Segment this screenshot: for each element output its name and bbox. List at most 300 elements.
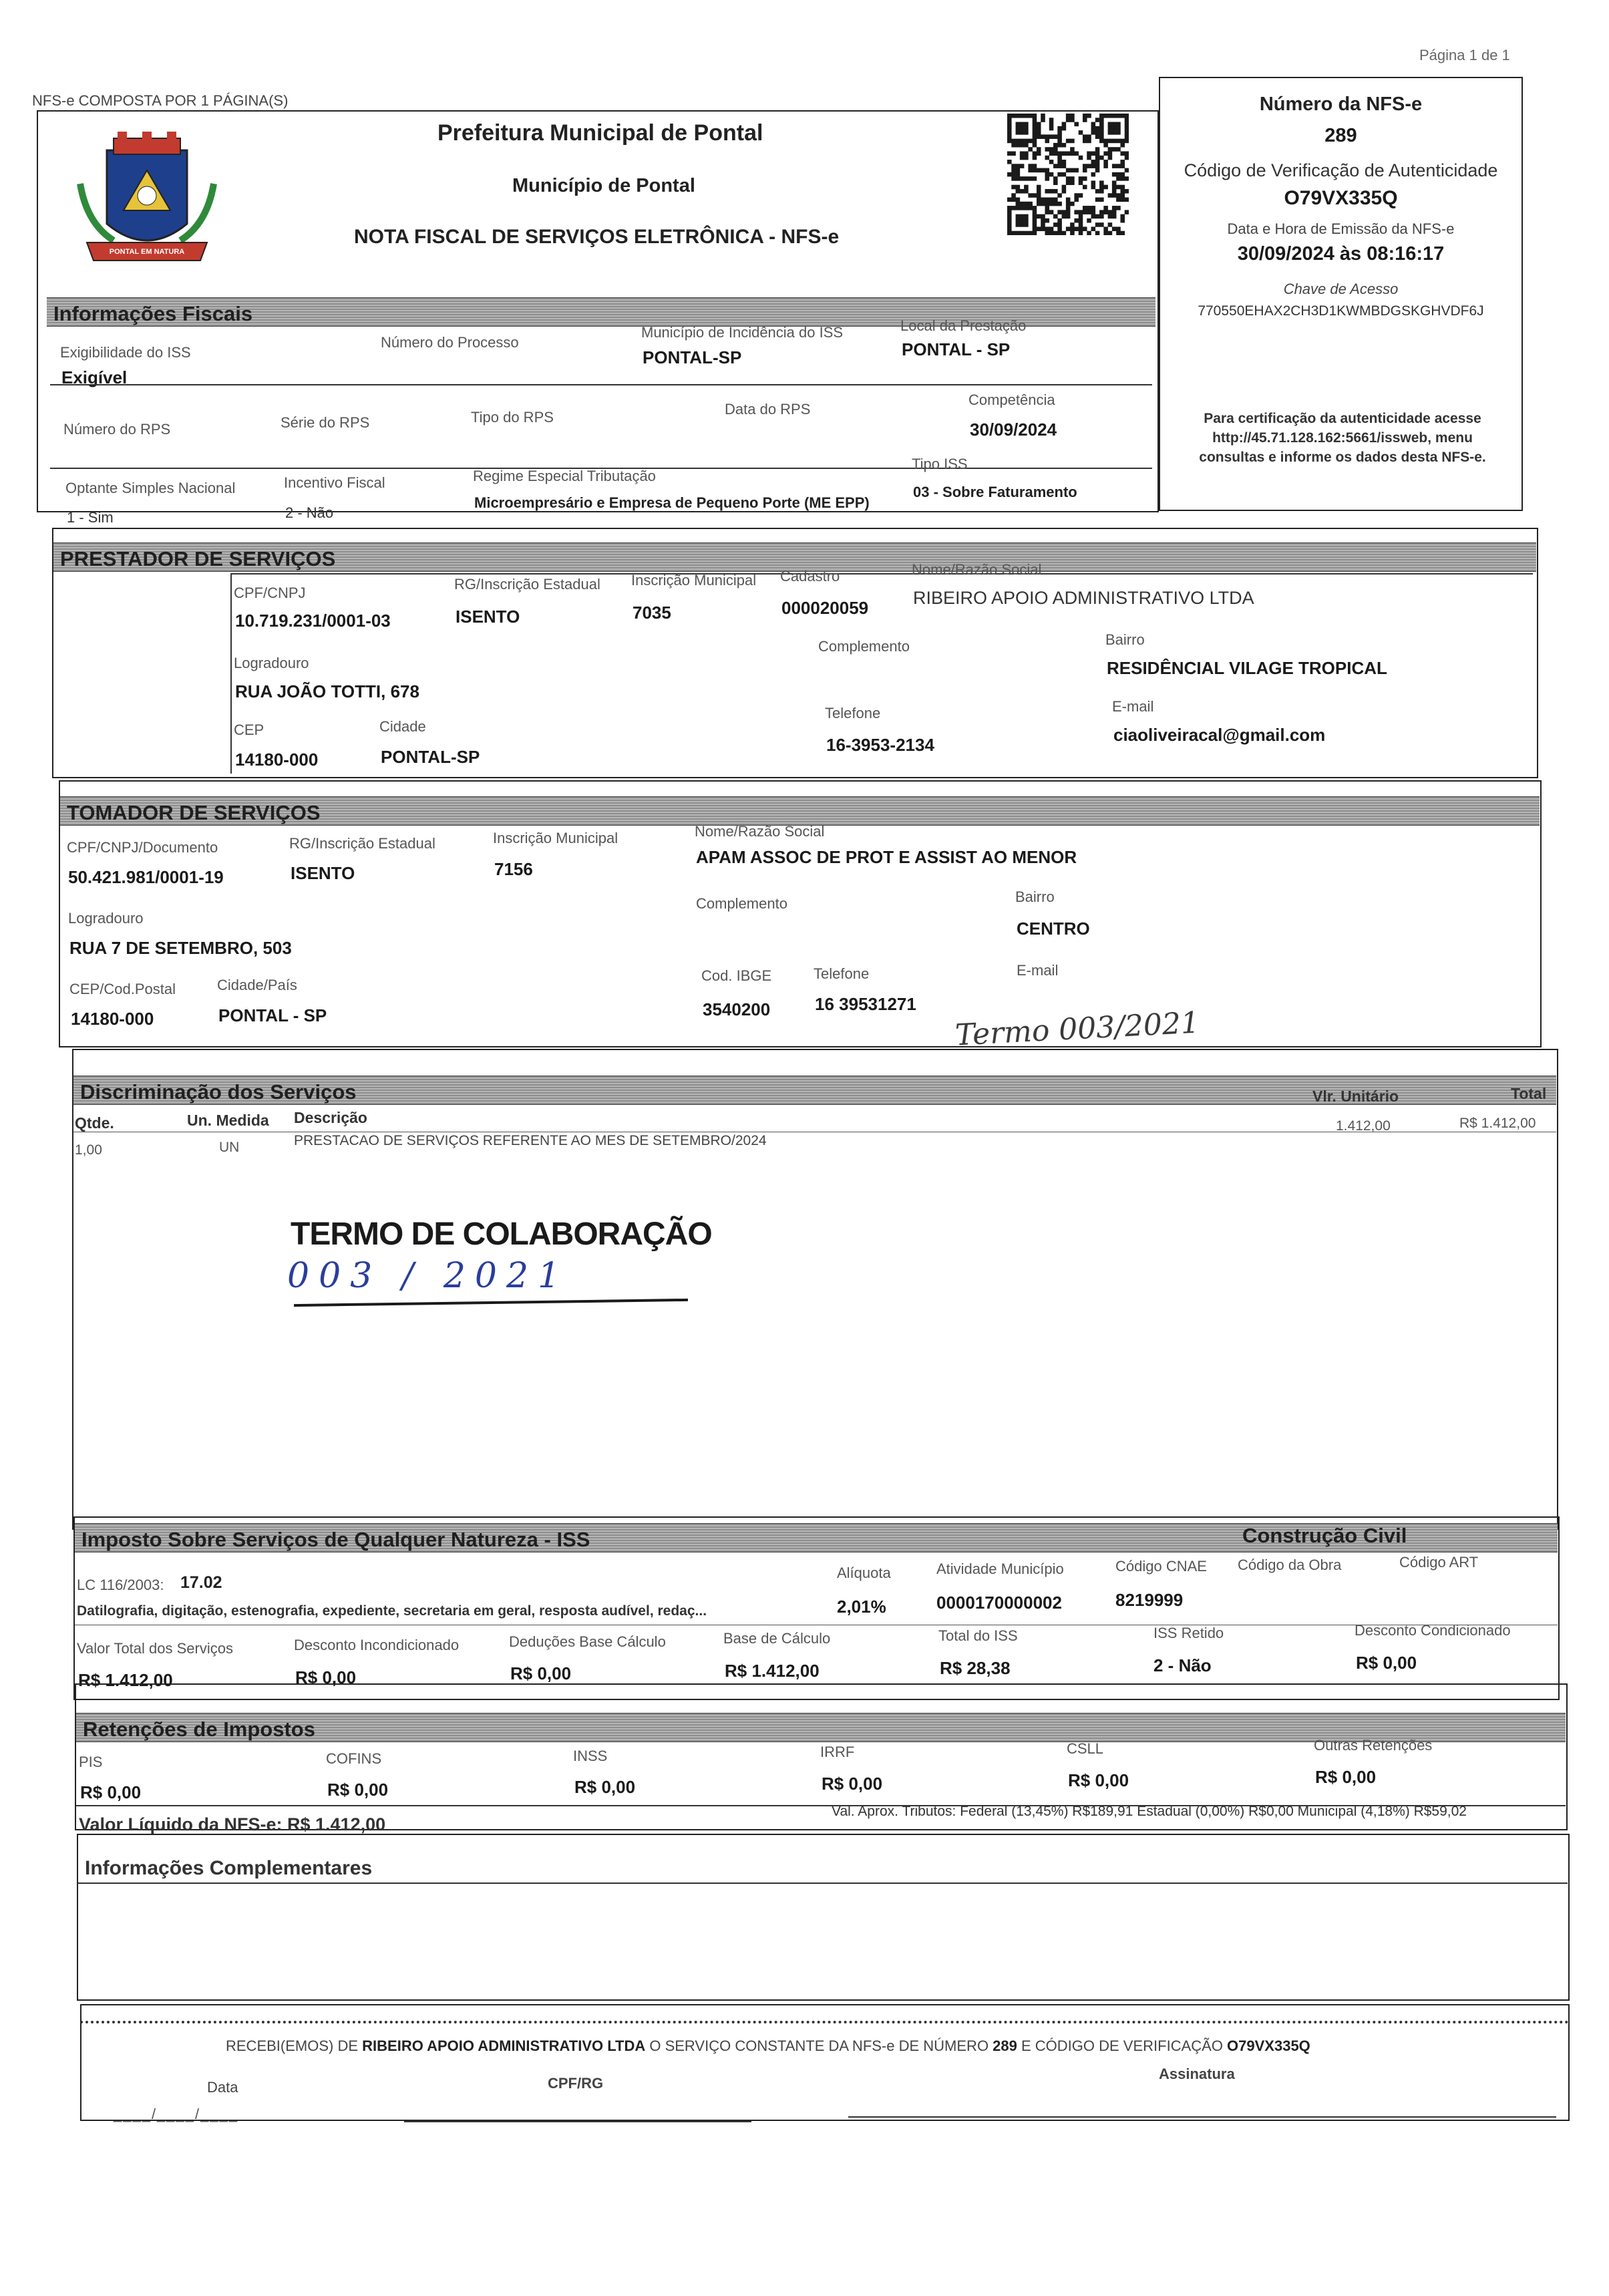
qr-module	[1007, 130, 1012, 135]
qr-module	[1016, 164, 1021, 168]
tomador-rg-value: ISENTO	[291, 863, 355, 883]
qr-module	[1066, 206, 1071, 210]
qr-module	[1024, 130, 1029, 135]
qr-module	[1016, 168, 1021, 173]
qr-module	[1049, 118, 1054, 122]
qr-module	[1045, 134, 1049, 139]
desc-incond-value: R$ 0,00	[295, 1667, 357, 1687]
tomador-rg-label: RG/Inscrição Estadual	[289, 835, 435, 852]
incentivo-label: Incentivo Fiscal	[284, 474, 385, 491]
iss-retido-value: 2 - Não	[1153, 1655, 1212, 1675]
retencoes-title: Retenções de Impostos	[83, 1717, 315, 1741]
qr-module	[1045, 202, 1049, 206]
qr-module	[1024, 122, 1029, 127]
incidencia-label: Município de Incidência do ISS	[641, 324, 844, 341]
qr-module	[1016, 176, 1021, 181]
pis-value: R$ 0,00	[80, 1782, 142, 1802]
recibo-data-field[interactable]: ____/____/____	[114, 2106, 239, 2122]
qr-module	[1028, 176, 1033, 181]
qr-module	[1037, 185, 1041, 190]
qr-module	[1066, 139, 1071, 144]
qr-module	[1024, 218, 1029, 223]
qr-module	[1095, 134, 1100, 139]
qr-module	[1024, 206, 1029, 210]
recibo-text-2: O SERVIÇO CONSTANTE DA NFS-e DE NÚMERO	[645, 2037, 993, 2054]
qr-module	[1103, 160, 1108, 164]
qr-module	[1007, 218, 1012, 223]
qr-module	[1099, 134, 1104, 139]
incentivo-value: 2 - Não	[285, 504, 334, 521]
qr-module	[1016, 218, 1021, 223]
prestador-title: PRESTADOR DE SERVIÇOS	[60, 547, 336, 570]
qr-module	[1024, 143, 1029, 148]
qr-module	[1049, 160, 1054, 164]
complementares-divider	[78, 1882, 1568, 1884]
qr-module	[1083, 176, 1087, 181]
qr-module	[1066, 176, 1071, 181]
qr-module	[1112, 189, 1117, 194]
qr-module	[1120, 193, 1125, 198]
qr-module	[1057, 143, 1062, 148]
qr-module	[1087, 151, 1091, 156]
cofins-value: R$ 0,00	[327, 1780, 389, 1800]
qr-module	[1095, 151, 1100, 156]
qr-module	[1016, 172, 1021, 177]
qr-module	[1053, 214, 1058, 219]
qr-module	[1045, 147, 1049, 152]
qr-module	[1049, 226, 1054, 231]
qr-module	[1116, 126, 1121, 131]
tomador-cep-value: 14180-000	[71, 1009, 154, 1029]
composta-label: NFS-e COMPOSTA POR 1 PÁGINA(S)	[32, 92, 289, 109]
qr-module	[1074, 218, 1079, 223]
tomador-bairro-value: CENTRO	[1017, 919, 1090, 939]
qr-module	[1066, 214, 1071, 219]
qr-module	[1062, 214, 1067, 219]
qr-module	[1033, 214, 1037, 219]
qr-module	[1011, 198, 1016, 202]
qr-module	[1070, 202, 1075, 206]
qr-module	[1011, 164, 1016, 168]
qr-module	[1083, 164, 1087, 168]
qr-module	[1066, 210, 1071, 214]
servicos-col-qtde: Qtde.	[75, 1114, 114, 1132]
qr-module	[1112, 226, 1117, 231]
qr-module	[1033, 193, 1037, 198]
numero-label: Número da NFS-e	[1259, 94, 1423, 115]
qr-module	[1033, 126, 1037, 131]
fiscais-divider-1	[50, 384, 1152, 385]
qr-module	[1091, 206, 1096, 210]
prestador-cidade-label: Cidade	[379, 718, 426, 735]
qr-module	[1033, 218, 1037, 223]
qr-module	[1125, 156, 1129, 160]
qr-module	[1007, 134, 1012, 139]
qr-module	[1103, 185, 1108, 190]
qr-module	[1125, 176, 1129, 181]
qr-module	[1045, 231, 1049, 235]
qr-module	[1057, 202, 1062, 206]
qr-module	[1020, 114, 1025, 118]
qr-module	[1037, 226, 1041, 231]
qr-module	[1037, 134, 1041, 139]
qr-module	[1033, 156, 1037, 160]
total-servicos-label: Valor Total dos Serviços	[77, 1640, 233, 1657]
qr-module	[1112, 193, 1117, 198]
inss-label: INSS	[573, 1748, 608, 1764]
qr-module	[1062, 172, 1067, 177]
qr-module	[1011, 114, 1016, 118]
qr-module	[1083, 210, 1087, 214]
qr-module	[1108, 231, 1113, 235]
qr-module	[1095, 222, 1100, 227]
qr-module	[1037, 168, 1041, 173]
atividade-desc: Datilografia, digitação, estenografia, expediente, secretaria em geral, resposta audível, redaç...	[77, 1603, 707, 1619]
qr-module	[1024, 156, 1029, 160]
iss-band	[75, 1523, 1558, 1552]
qr-module	[1007, 139, 1012, 144]
qr-module	[1007, 122, 1012, 127]
chave-value: 770550EHAX2CH3D1KWMBDGSKGHVDF6J	[1198, 303, 1484, 319]
qr-module	[1125, 210, 1129, 214]
qr-module	[1103, 206, 1108, 210]
qr-module	[1070, 118, 1075, 122]
desc-cond-label: Desconto Condicionado	[1355, 1622, 1511, 1639]
document-title: NOTA FISCAL DE SERVIÇOS ELETRÔNICA - NFS-e	[354, 226, 840, 248]
total-iss-value: R$ 28,38	[940, 1658, 1011, 1678]
qr-module	[1007, 231, 1012, 235]
qr-module	[1116, 226, 1121, 231]
qr-module	[1103, 231, 1108, 235]
qr-module	[1091, 226, 1096, 231]
prestador-cadastro-label: Cadastro	[780, 568, 840, 585]
qr-code-icon	[1007, 114, 1129, 235]
qr-module	[1057, 164, 1062, 168]
qr-module	[1099, 185, 1104, 190]
qr-module	[1037, 130, 1041, 135]
qr-module	[1074, 151, 1079, 156]
qr-module	[1103, 164, 1108, 168]
qr-module	[1066, 168, 1071, 173]
qr-module	[1083, 139, 1087, 144]
qr-module	[1041, 226, 1045, 231]
qr-module	[1125, 139, 1129, 144]
qr-module	[1116, 164, 1121, 168]
qr-module	[1091, 151, 1096, 156]
qr-module	[1028, 168, 1033, 173]
qr-module	[1016, 143, 1021, 148]
qr-module	[1045, 210, 1049, 214]
qr-module	[1125, 114, 1129, 118]
qr-module	[1103, 151, 1108, 156]
qr-module	[1062, 151, 1067, 156]
qr-module	[1024, 126, 1029, 131]
qr-module	[1079, 130, 1083, 135]
numero-value: 289	[1324, 125, 1357, 146]
outras-label: Outras Retenções	[1314, 1737, 1433, 1754]
qr-module	[1125, 198, 1129, 202]
qr-module	[1087, 231, 1091, 235]
qr-module	[1103, 143, 1108, 148]
qr-module	[1125, 118, 1129, 122]
qr-module	[1074, 168, 1079, 173]
prestador-cnpj-value: 10.719.231/0001-03	[235, 611, 391, 631]
qr-module	[1116, 185, 1121, 190]
qr-module	[1112, 180, 1117, 185]
stamp-handwritten: 003 / 2021	[287, 1256, 570, 1296]
qr-module	[1074, 226, 1079, 231]
qr-module	[1049, 231, 1054, 235]
prestador-logradouro-value: RUA JOÃO TOTTI, 678	[235, 681, 419, 701]
qr-module	[1103, 210, 1108, 214]
servicos-col-un: Un. Medida	[187, 1112, 269, 1129]
qr-module	[1108, 156, 1113, 160]
qr-module	[1099, 198, 1104, 202]
qr-module	[1074, 210, 1079, 214]
qr-module	[1020, 151, 1025, 156]
qr-module	[1020, 156, 1025, 160]
qr-module	[1112, 206, 1117, 210]
tomador-complemento-label: Complemento	[696, 895, 787, 912]
qr-module	[1053, 222, 1058, 227]
qr-module	[1087, 218, 1091, 223]
codigo-label: Código de Verificação de Autenticidade	[1184, 160, 1498, 180]
qr-module	[1057, 130, 1062, 135]
qr-module	[1011, 139, 1016, 144]
qr-module	[1087, 139, 1091, 144]
qr-module	[1020, 164, 1025, 168]
qr-module	[1099, 156, 1104, 160]
qr-module	[1053, 189, 1058, 194]
qr-module	[1079, 156, 1083, 160]
coat-of-arms-logo	[67, 124, 227, 277]
qr-module	[1049, 189, 1054, 194]
inss-value: R$ 0,00	[574, 1777, 636, 1797]
servicos-row-unit: 1.412,00	[1336, 1118, 1391, 1134]
qr-module	[1045, 168, 1049, 173]
qr-module	[1041, 114, 1045, 118]
tomador-band	[60, 796, 1540, 826]
recibo-assinatura-line[interactable]	[848, 2116, 1556, 2118]
qr-module	[1095, 126, 1100, 131]
qr-module	[1120, 139, 1125, 144]
qr-module	[1033, 231, 1037, 235]
construcao-title: Construção Civil	[1242, 1524, 1407, 1547]
qr-module	[1007, 172, 1012, 177]
irrf-value: R$ 0,00	[822, 1774, 883, 1794]
qr-module	[1062, 210, 1067, 214]
qr-module	[1057, 139, 1062, 144]
qr-module	[1079, 226, 1083, 231]
qr-module	[1011, 185, 1016, 190]
qr-module	[1066, 180, 1071, 185]
qr-module	[1033, 122, 1037, 127]
qr-module	[1020, 218, 1025, 223]
servicos-row-total: R$ 1.412,00	[1459, 1116, 1536, 1131]
qr-module	[1007, 126, 1012, 131]
qr-module	[1099, 130, 1104, 135]
tomador-logradouro-label: Logradouro	[68, 910, 144, 927]
stamp-title: TERMO DE COLABORAÇÃO	[291, 1216, 712, 1252]
qr-module	[1112, 147, 1117, 152]
tomador-im-label: Inscrição Municipal	[493, 830, 618, 846]
qr-module	[1016, 126, 1021, 131]
qr-module	[1007, 222, 1012, 227]
qr-module	[1049, 172, 1054, 177]
qr-module	[1045, 226, 1049, 231]
qr-module	[1083, 185, 1087, 190]
qr-module	[1045, 189, 1049, 194]
qr-module	[1033, 130, 1037, 135]
qr-module	[1116, 176, 1121, 181]
prestador-cep-label: CEP	[234, 721, 264, 738]
qr-module	[1116, 130, 1121, 135]
qr-module	[1057, 156, 1062, 160]
tomador-doc-value: 50.421.981/0001-19	[68, 867, 224, 887]
qr-module	[1099, 122, 1104, 127]
qr-module	[1095, 118, 1100, 122]
qr-module	[1041, 134, 1045, 139]
qr-module	[1083, 226, 1087, 231]
qr-module	[1112, 185, 1117, 190]
qr-module	[1091, 214, 1096, 219]
qr-module	[1099, 189, 1104, 194]
qr-module	[1041, 168, 1045, 173]
qr-module	[1011, 231, 1016, 235]
qr-module	[1053, 134, 1058, 139]
pis-label: PIS	[79, 1754, 103, 1770]
qr-module	[1112, 214, 1117, 219]
recibo-cpf-line[interactable]	[404, 2121, 751, 2122]
qr-module	[1083, 206, 1087, 210]
qr-module	[1037, 214, 1041, 219]
qr-module	[1125, 151, 1129, 156]
tomador-email-label: E-mail	[1017, 962, 1059, 979]
emissao-value: 30/09/2024 às 08:16:17	[1237, 243, 1445, 265]
qr-module	[1057, 231, 1062, 235]
qr-module	[1087, 114, 1091, 118]
qr-module	[1037, 126, 1041, 131]
prestador-rg-value: ISENTO	[456, 607, 520, 627]
numero-rps-label: Número do RPS	[63, 421, 171, 438]
qr-module	[1053, 180, 1058, 185]
qr-module	[1053, 176, 1058, 181]
qr-module	[1079, 180, 1083, 185]
qr-module	[1016, 114, 1021, 118]
qr-module	[1120, 176, 1125, 181]
qr-module	[1053, 231, 1058, 235]
qr-module	[1045, 218, 1049, 223]
prestador-im-value: 7035	[633, 603, 671, 623]
tomador-im-value: 7156	[494, 859, 533, 879]
servicos-row-qtde: 1,00	[75, 1142, 102, 1158]
qr-module	[1024, 189, 1029, 194]
qr-module	[1037, 189, 1041, 194]
municipio-title: Município de Pontal	[512, 175, 695, 196]
qr-module	[1108, 114, 1113, 118]
recibo-codigo: O79VX335Q	[1227, 2037, 1310, 2054]
coat-of-arms-text: PONTAL EM NATURA	[109, 248, 185, 256]
qr-module	[1041, 218, 1045, 223]
qr-module	[1099, 180, 1104, 185]
qr-module	[1020, 143, 1025, 148]
qr-module	[1066, 202, 1071, 206]
qr-module	[1028, 193, 1033, 198]
qr-module	[1079, 218, 1083, 223]
qr-module	[1074, 198, 1079, 202]
qr-module	[1108, 151, 1113, 156]
qr-module	[1079, 231, 1083, 235]
qr-module	[1020, 231, 1025, 235]
qr-module	[1062, 122, 1067, 127]
qr-module	[1020, 130, 1025, 135]
qr-module	[1062, 231, 1067, 235]
emissao-label: Data e Hora de Emissão da NFS-e	[1227, 220, 1455, 237]
qr-module	[1057, 134, 1062, 139]
qr-module	[1112, 126, 1117, 131]
qr-module	[1095, 147, 1100, 152]
qr-module	[1112, 172, 1117, 177]
qr-module	[1037, 151, 1041, 156]
qr-module	[1095, 130, 1100, 135]
deducoes-value: R$ 0,00	[510, 1663, 572, 1683]
qr-module	[1024, 139, 1029, 144]
qr-module	[1066, 198, 1071, 202]
tomador-telefone-value: 16 39531271	[815, 994, 916, 1014]
qr-module	[1011, 143, 1016, 148]
qr-module	[1041, 198, 1045, 202]
qr-module	[1070, 139, 1075, 144]
qr-module	[1045, 206, 1049, 210]
csll-value: R$ 0,00	[1068, 1770, 1129, 1790]
serie-rps-label: Série do RPS	[281, 414, 370, 431]
servicos-row-un: UN	[219, 1140, 240, 1155]
qr-module	[1112, 114, 1117, 118]
qr-module	[1120, 198, 1125, 202]
qr-module	[1087, 134, 1091, 139]
tipo-iss-label: Tipo ISS	[912, 456, 968, 472]
qr-module	[1099, 114, 1104, 118]
qr-module	[1125, 134, 1129, 139]
qr-module	[1116, 198, 1121, 202]
qr-module	[1049, 147, 1054, 152]
qr-module	[1037, 193, 1041, 198]
qr-module	[1020, 189, 1025, 194]
recibo-numero: 289	[993, 2037, 1017, 2054]
qr-module	[1011, 168, 1016, 173]
qr-module	[1095, 214, 1100, 219]
qr-module	[1057, 126, 1062, 131]
qr-module	[1120, 151, 1125, 156]
qr-module	[1016, 202, 1021, 206]
qr-module	[1116, 147, 1121, 152]
qr-module	[1045, 176, 1049, 181]
qr-module	[1007, 226, 1012, 231]
qr-module	[1011, 176, 1016, 181]
qr-module	[1016, 185, 1021, 190]
servicos-col-desc: Descrição	[294, 1109, 367, 1126]
total-iss-label: Total do ISS	[938, 1627, 1018, 1644]
tomador-doc-label: CPF/CNPJ/Documento	[67, 839, 218, 856]
optante-label: Optante Simples Nacional	[65, 480, 236, 496]
prestador-rg-label: RG/Inscrição Estadual	[454, 576, 600, 593]
qr-module	[1016, 222, 1021, 227]
obra-label: Código da Obra	[1238, 1556, 1342, 1573]
regime-value: Microempresário e Empresa de Pequeno Porte (ME EPP)	[474, 494, 870, 511]
qr-module	[1041, 214, 1045, 219]
qr-module	[1062, 160, 1067, 164]
qr-module	[1108, 193, 1113, 198]
